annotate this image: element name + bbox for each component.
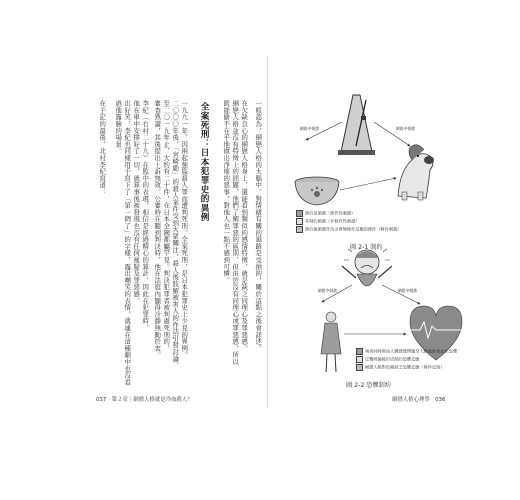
woman-icon [321, 312, 341, 372]
legend-swatch [296, 226, 303, 233]
legend-swatch [356, 356, 363, 363]
paragraph-2: 在欠缺良心的網戀人格身上，還能看到類似的感情特徵，就是缺乏同理心及罪惡感。 [240, 100, 249, 352]
body-line-7: 出好笑，李紀也同樣用手寫下了「第一個了」的字樣，露出嘲笑的表情，就連在這種劇中也沒看 [123, 100, 132, 386]
legend-swatch [296, 210, 303, 217]
fig2-legend-item: 反覆經驗後形成制約恐懼反應 [356, 356, 419, 363]
figure2-caption: 圖 2-2 恐懼制約 [346, 382, 391, 389]
fig2-arrow-label-right: 網路中刺激 [398, 288, 417, 293]
body-line-4: 審查熟讀，其後提出上訴無效。公審時在聽到判決時，他在法庭內顯得冷靜無動於衷。 [153, 100, 162, 359]
fig1-legend-item: 非制約刺激（非條件性刺激） [296, 218, 359, 225]
fig1-arrow-label-right: 網路中刺激 [396, 126, 415, 131]
paragraph-3: 網戀人格並沒有特徵上的問題，他們了解罪惡的區別，但由於沒有同理心或罪惡感，所以 [231, 100, 240, 366]
body-line-2: 二〇〇〇年後，「宮崎勤」的殺人案件受到大眾關注，殺人後肢解被害人的作法引發討論。 [171, 100, 180, 369]
fig1-legend-item: 制約後刺激作為引發無條件反應的條件（條件刺激） [296, 226, 401, 233]
body-line-3: 至二〇一九年止，大約有二十件，在日本全國都屬罕見。判決犯罪者被判處死刑的， [162, 100, 171, 352]
dog-bowl-icon [295, 177, 339, 205]
fig2-legend-item: 網戀人格對危險缺乏恐懼反應（條件反射） [356, 364, 445, 371]
legend-swatch [356, 364, 363, 371]
fig1-legend-item: 制約前刺激（條件性刺激） [296, 210, 355, 217]
legend-swatch [356, 348, 363, 355]
crying-child-icon [342, 249, 392, 286]
fig2-legend-item: 兩者同時經由人體感覺傳遞至大腦處理後產生恐懼 [356, 348, 457, 355]
right-page-footer: 網戀人格心理學 036 [392, 397, 446, 403]
figure1-caption: 圖 2-1 制約 [350, 244, 383, 251]
fig2-arrow-label-left: 網路中刺激 [318, 288, 337, 293]
section-heading: 全案死刑：日本犯罪史的異例 [199, 102, 209, 222]
closing-line: 在手記的最後，北村李紀寫道： [98, 100, 107, 196]
fig1-arrow-label-left: 網路中刺激 [300, 126, 319, 131]
body-line-5: 李紀（右村二十九）在監中的表現，相信是經過精心的算計，因此在犯罪時， [141, 100, 150, 332]
metronome-icon [338, 95, 375, 155]
dog-icon [398, 145, 434, 200]
body-line-6: 他在車中安排好了一切，就算事後被發現也沒有任何遲疑及罪惡感。 [132, 100, 141, 304]
paragraph-1: 一般認為，網戀人格的大腦中，對情緒有關的迴路是受損的，關於這點之後會詳述。 [254, 100, 263, 352]
paragraph-4: 既能偷不在乎地做出淨壞的惡事，對他人也一點不感到可憐。 [222, 100, 231, 284]
body-line-1: 一九九一年，因兩起強盜殺人罪而遭判死刑。全案死刑，是日本犯罪史上少見的異例。 [180, 100, 189, 359]
left-page-footer: 037 第２章｜網戀人格就是冷血殺人？ [96, 397, 193, 403]
body-line-8: 過他露臉的場景。 [114, 100, 123, 155]
legend-swatch [296, 218, 303, 225]
